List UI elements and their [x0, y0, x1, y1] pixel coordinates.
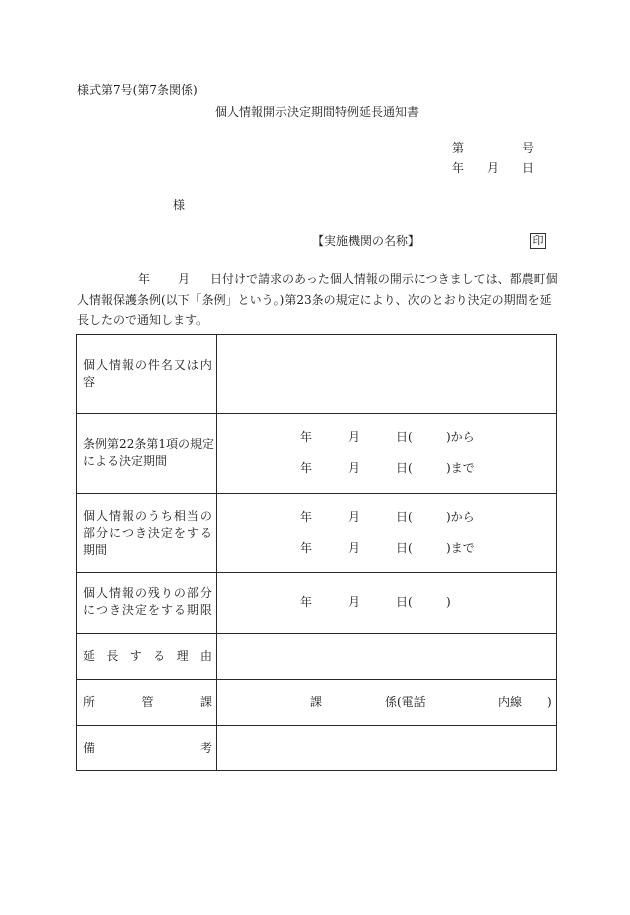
label-line: [83, 602, 212, 619]
label-char: き: [134, 526, 147, 540]
department-section: 課: [310, 695, 323, 709]
label-line: [83, 508, 212, 525]
notice-month: 月: [178, 272, 191, 286]
label-remarks: [83, 740, 212, 757]
label-char: の: [199, 509, 212, 523]
doc-number-prefix: 第: [452, 141, 465, 155]
label-char: 定: [202, 437, 215, 451]
label-char: る: [199, 526, 212, 540]
label-line: 容: [83, 375, 96, 389]
row-department: [77, 679, 556, 725]
label-char: 第: [107, 437, 120, 451]
label-char: 管: [141, 695, 154, 709]
label-char: 定: [134, 603, 147, 617]
label-char: 2: [126, 437, 135, 451]
notice-year: 年: [138, 272, 151, 286]
label-line: [83, 357, 212, 374]
label-char: 例: [95, 437, 108, 451]
label-char: 内: [199, 358, 212, 372]
label-char: 理: [176, 649, 189, 663]
doc-date-month: 月: [487, 161, 500, 175]
label-char: す: [129, 649, 142, 663]
label-char: は: [186, 358, 199, 372]
label-char: 人: [95, 586, 108, 600]
label-char: 又: [173, 358, 186, 372]
doc-date-year: 年: [452, 161, 465, 175]
label-char: 個: [83, 358, 96, 372]
row-remarks: [77, 725, 556, 770]
label-char: 条: [134, 437, 147, 451]
date-day: 日(: [396, 510, 413, 524]
doc-number-suffix: 号: [522, 141, 535, 155]
date-suffix: )まで: [446, 541, 475, 555]
document-title: 個人情報開示決定期間特例延長通知書: [215, 105, 420, 119]
label-char: 延: [83, 649, 96, 663]
notice-line-2: 人情報保護条例(以下「条例」という。)第23条の規定により、次のとおり決定の期間を延: [77, 293, 552, 307]
label-subject: [83, 357, 212, 391]
label-char: 人: [95, 509, 108, 523]
row-subject: [77, 335, 556, 413]
label-char: 規: [190, 437, 203, 451]
date-suffix: )から: [446, 510, 475, 524]
seal-mark: 印: [530, 233, 546, 249]
label-char: 条: [83, 437, 96, 451]
date-year: 年: [300, 510, 313, 524]
label-char: に: [108, 526, 121, 540]
date-suffix: )まで: [446, 461, 475, 475]
date-year: 年: [300, 461, 313, 475]
label-char: る: [153, 649, 166, 663]
date-month: 月: [348, 595, 361, 609]
label-char: の: [173, 586, 186, 600]
label-char: 分: [95, 526, 108, 540]
label-char: 期: [186, 603, 199, 617]
label-char: 人: [95, 358, 108, 372]
label-char: 課: [199, 695, 212, 709]
label-line: 期間: [83, 543, 108, 557]
label-char: 名: [160, 358, 173, 372]
label-char: 報: [121, 586, 134, 600]
date-suffix: )から: [446, 430, 475, 444]
date-month: 月: [348, 541, 361, 555]
label-char: 個: [83, 586, 96, 600]
label-char: を: [173, 526, 186, 540]
form-number: 様式第7号(第7条関係): [77, 83, 198, 97]
department-close-paren: ): [547, 695, 552, 709]
department-extension: 内線: [498, 695, 523, 709]
label-char: の: [134, 509, 147, 523]
label-char: 当: [186, 509, 199, 523]
label-line: [83, 585, 212, 602]
label-remaining-deadline: [83, 585, 212, 619]
label-char: 項: [166, 437, 179, 451]
label-char: 部: [83, 526, 96, 540]
label-char: 相: [173, 509, 186, 523]
label-char: う: [147, 509, 160, 523]
label-char: つ: [95, 603, 108, 617]
notice-table: [76, 334, 557, 771]
label-char: の: [134, 586, 147, 600]
label-char: 由: [199, 649, 212, 663]
label-department: [83, 694, 212, 711]
label-line: [83, 436, 215, 453]
doc-date-day: 日: [522, 161, 535, 175]
label-char: 報: [121, 358, 134, 372]
label-char: 決: [147, 526, 160, 540]
date-month: 月: [348, 430, 361, 444]
label-char: 2: [119, 437, 127, 451]
date-day: 日(: [396, 541, 413, 555]
column-divider: [216, 335, 217, 770]
row-partial-period: [77, 493, 556, 572]
label-char: 情: [108, 358, 121, 372]
label-char: 所: [83, 695, 96, 709]
label-char: る: [173, 603, 186, 617]
date-suffix: ): [446, 595, 451, 609]
department-subsection-phone: 係(電話: [385, 695, 426, 709]
label-char: つ: [121, 526, 134, 540]
label-char: の: [134, 358, 147, 372]
label-char: 考: [199, 741, 212, 755]
date-day: 日(: [396, 595, 413, 609]
label-reason: [83, 648, 212, 665]
row-reason: [77, 633, 556, 679]
label-char: り: [160, 586, 173, 600]
date-year: 年: [300, 595, 313, 609]
label-char: 第: [146, 437, 159, 451]
label-char: ち: [160, 509, 173, 523]
date-day: 日(: [396, 430, 413, 444]
label-partial-period: [83, 508, 212, 559]
label-char: 長: [106, 649, 119, 663]
label-char: 部: [186, 586, 199, 600]
label-char: 限: [199, 603, 212, 617]
label-char: 備: [83, 741, 96, 755]
label-char: す: [186, 526, 199, 540]
label-char: 1: [158, 437, 166, 451]
label-char: 分: [199, 586, 212, 600]
label-char: 定: [160, 526, 173, 540]
label-char: す: [160, 603, 173, 617]
notice-line-3: 長したので通知します。: [77, 313, 209, 327]
label-char: 報: [121, 509, 134, 523]
issuer-label: 【実施機関の名称】: [312, 234, 421, 248]
label-char: き: [108, 603, 121, 617]
label-char: を: [147, 603, 160, 617]
label-char: 個: [83, 509, 96, 523]
date-month: 月: [348, 461, 361, 475]
label-char: 情: [108, 509, 121, 523]
row-decision-period: [77, 413, 556, 493]
label-char: に: [83, 603, 96, 617]
notice-line-1: 日付けで請求のあった個人情報の開示につきましては、都農町個: [210, 272, 558, 286]
label-char: 情: [108, 586, 121, 600]
label-line: [83, 694, 212, 711]
date-year: 年: [300, 430, 313, 444]
label-char: 決: [121, 603, 134, 617]
label-char: 件: [147, 358, 160, 372]
date-year: 年: [300, 541, 313, 555]
date-day: 日(: [396, 461, 413, 475]
addressee-honorific: 様: [173, 198, 186, 212]
label-line: [83, 648, 212, 665]
label-line: [83, 740, 212, 757]
label-line: [83, 525, 212, 542]
label-decision-period: [83, 436, 215, 470]
label-line: による決定期間: [83, 454, 168, 468]
date-month: 月: [348, 510, 361, 524]
label-char: の: [178, 437, 191, 451]
row-remaining-deadline: [77, 572, 556, 633]
label-char: 残: [147, 586, 160, 600]
